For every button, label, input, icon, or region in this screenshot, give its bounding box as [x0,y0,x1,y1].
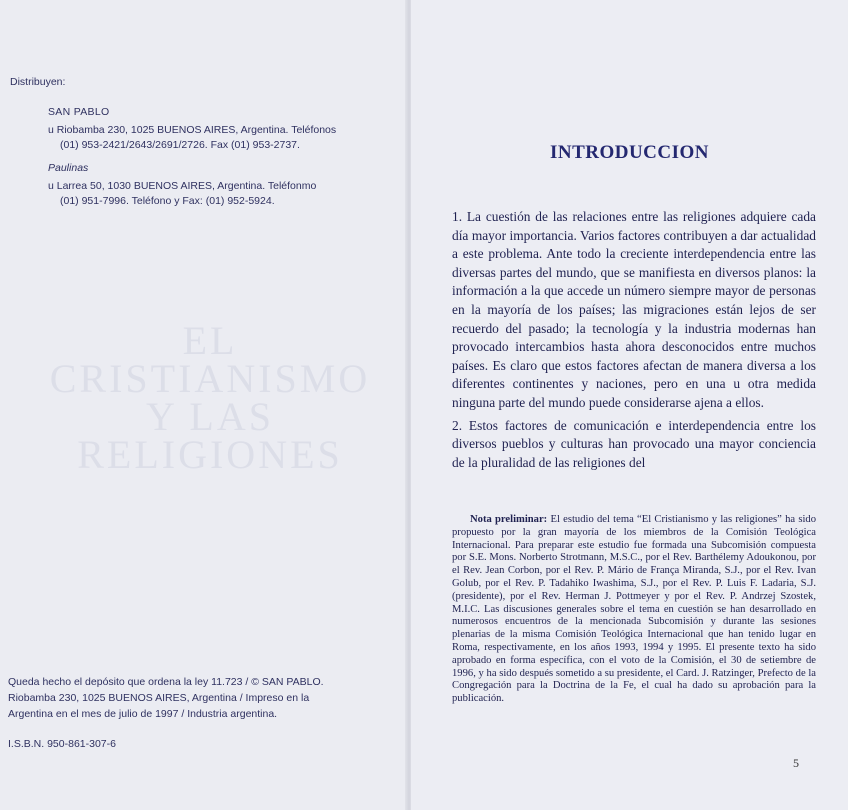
distributor-name-san-pablo: SAN PABLO [48,106,110,118]
page-number: 5 [793,756,799,770]
main-text [452,208,816,472]
show-through-text: EL CRISTIANISMO Y LAS RELIGIONES [49,318,371,477]
distributor-address-line: u Riobamba 230, 1025 BUENOS AIRES, Argentina. Teléfonos [48,124,337,136]
distributor-address-line: u Larrea 50, 1030 BUENOS AIRES, Argentina. Teléfonmo [48,180,317,192]
left-page [0,0,409,810]
legal-deposit-line: Argentina en el mes de julio de 1997 / Industria argentina. [8,708,278,720]
legal-deposit-line: Riobamba 230, 1025 BUENOS AIRES, Argentina / Impreso en la [8,692,310,704]
paragraph-1: 1. La cuestión de las relaciones entre las religiones adquiere cada día mayor importancia. Varios factores contribuyen a dar actualidad a este problema. Ante todo la creciente interdependencia entre las diversas partes del mundo, que se manifiesta en diversos planos: la información a la que accede un número siempre mayor de personas en la mayoría de los países; las migraciones están lejos de ser recuerdo del pasado; la tecnología y la industria modernas han provocado intercambios hasta ahora desconocidos entre muchos países. Es claro que estos factores afectan de manera diversa a los diferentes continentes y naciones, pero en una u otra medida ninguna parte del mundo puede considerarse ajena a ellos. [452,209,816,410]
legal-deposit-line: Queda hecho el depósito que ordena la ley 11.723 / © SAN PABLO. [8,676,324,688]
preliminary-note [452,514,816,706]
show-through-text [381,58,741,74]
isbn: I.S.B.N. 950-861-307-6 [8,738,116,750]
distributor-phone-line: (01) 953-2421/2643/2691/2726. Fax (01) 953-2737. [60,139,300,151]
note-label: Nota preliminar: [470,514,548,525]
note-text: El estudio del tema “El Cristianismo y las religiones” ha sido propuesto por la gran mayoría de los miembros de la Comisión Teológica Internacional. Para preparar este estudio fue formada una Subcomisión compuesta por S.E. Mons. Norberto Strotmann, M.S.C., por el Rev. Barthélemy Adoukonou, por el Rev. Jean Corbon, por el Rev. P. Mário de França Miranda, S.J., por el Rev. Ivan Golub, por el Rev. P. Tadahiko Iwashima, S.J., por el Rev. P. Luis F. Ladaria, S.J. (presidente), por el Rev. Herman J. Pottmeyer y por el Rev. P. Andrzej Szostek, M.I.C. Las discusiones generales sobre el tema en cuestión se han desarrollado en numerosos encuentros de la mencionada Subcomisión y durante las sesiones plenarias de la misma Comisión Teológica Internacional que han tenido lugar en Roma, respectivamente, en los años 1993, 1994 y 1995. El presente texto ha sido aprobado en forma específica, con el voto de la Comisión, el 30 de setiembre de 1996, y ha sido después sometido a su presidente, el Card. J. Ratzinger, Prefecto de la Congregación para la Doctrina de la Fe, el cual ha dado su aprobación para la publicación. [452,514,816,705]
distributor-phone-line: (01) 951-7996. Teléfono y Fax: (01) 952-5924. [60,195,275,207]
distributor-label: Distribuyen: [10,76,66,88]
chapter-title: INTRODUCCION [549,142,710,163]
right-page [411,0,848,810]
paragraph-2: 2. Estos factores de comunicación e interdependencia entre los diversos pueblos y culturas han provocado una mayor conciencia de la pluralidad de las religiones del [452,417,816,470]
distributor-name-paulinas: Paulinas [48,162,89,174]
